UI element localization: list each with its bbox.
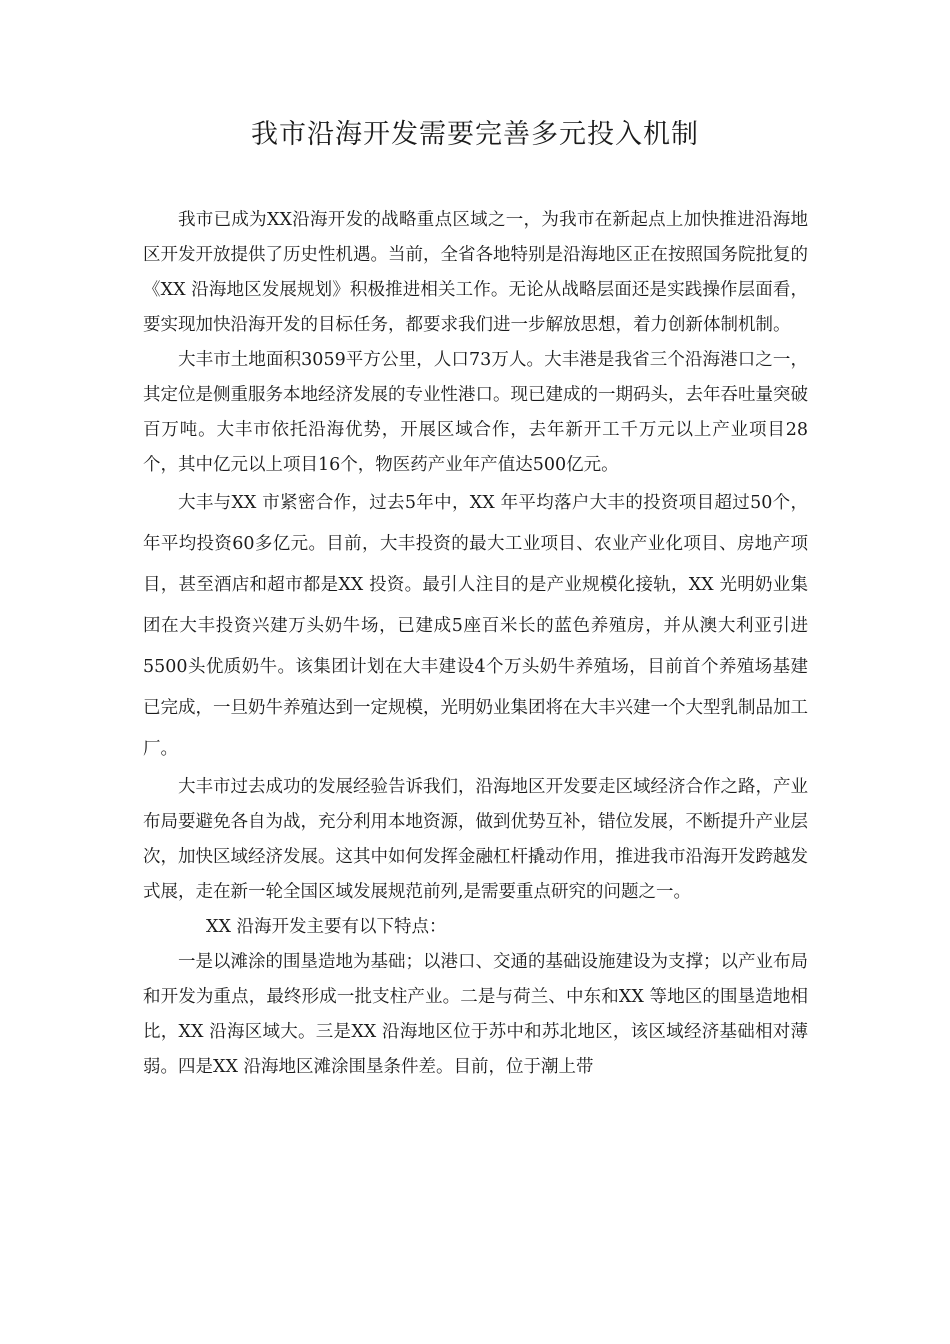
paragraph-intro: 我市已成为XX沿海开发的战略重点区域之一，为我市在新起点上加快推进沿海地区开发开放提供了历史性机遇。当前，全省各地特别是沿海地区正在按照国务院批复的《XX 沿海地区发展规划》积极推进相关工作。无论从战略层面还是实践操作层面看，要实现加快沿海开发的目标任务，都要求我们进一步解放思想，着力创新体制机制。 xyxy=(143,210,808,335)
paragraph-features-list: 一是以滩涂的围垦造地为基础；以港口、交通的基础设施建设为支撑；以产业布局和开发为重点，最终形成一批支柱产业。二是与荷兰、中东和XX 等地区的围垦造地相比，XX 沿海区域大。三是XX 沿海地区位于苏中和苏北地区，该区域经济基础相对薄弱。四是XX 沿海地区滩涂围垦条件差。目前，位于潮上带 xyxy=(143,952,808,1077)
paragraph-dafeng-cooperation: 大丰与XX 市紧密合作，过去5年中，XX 年平均落户大丰的投资项目超过50个，年平均投资60多亿元。目前，大丰投资的最大工业项目、农业产业化项目、房地产项目，甚至酒店和超市都是XX 投资。最引人注目的是产业规模化接轨，XX 光明奶业集团在大丰投资兴建万头奶牛场，已建成5座百米长的蓝色养殖房，并从澳大利亚引进5500头优质奶牛。该集团计划在大丰建设4个万头奶牛养殖场，目前首个养殖场基建已完成，一旦奶牛养殖达到一定规模，光明奶业集团将在大丰兴建一个大型乳制品加工厂。 xyxy=(143,493,808,759)
document-title: 我市沿海开发需要完善多元投入机制 xyxy=(251,119,699,150)
paragraph-dafeng-overview: 大丰市土地面积3059平方公里，人口73万人。大丰港是我省三个沿海港口之一，其定位是侧重服务本地经济发展的专业性港口。现已建成的一期码头，去年吞吐量突破百万吨。大丰市依托沿海优势，开展区域合作，去年新开工千万元以上产业项目28个，其中亿元以上项目16个，物医药产业年产值达500亿元。 xyxy=(143,350,808,475)
document-body xyxy=(143,203,808,1085)
paragraph-features-heading: XX 沿海开发主要有以下特点： xyxy=(206,917,447,937)
paragraph-development-experience: 大丰市过去成功的发展经验告诉我们，沿海地区开发要走区域经济合作之路，产业布局要避免各自为战，充分利用本地资源，做到优势互补，错位发展，不断提升产业层次，加快区域经济发展。这其中如何发挥金融杠杆撬动作用，推进我市沿海开发跨越发式展，走在新一轮全国区域发展规范前列,是需要重点研究的问题之一。 xyxy=(143,777,808,902)
